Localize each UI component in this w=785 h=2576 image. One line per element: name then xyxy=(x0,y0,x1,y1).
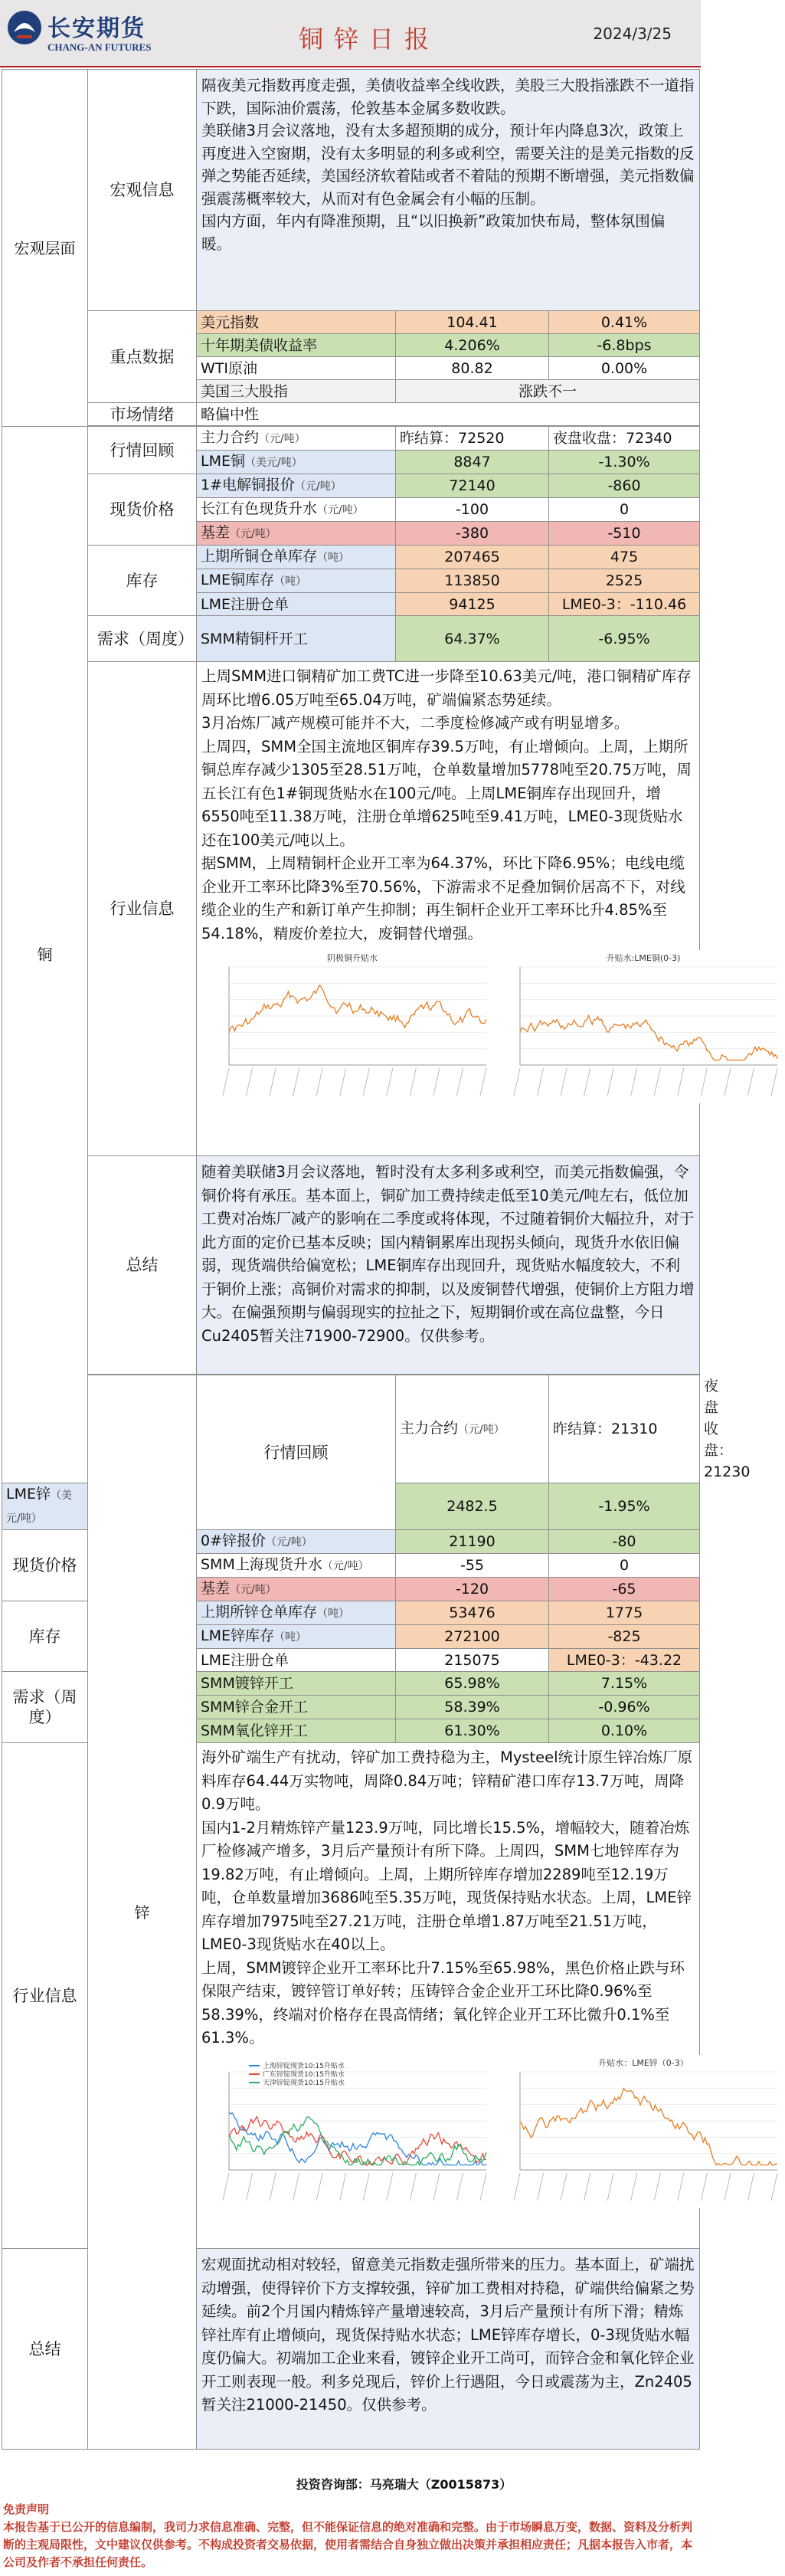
us-stocks-value: 涨跌不一 xyxy=(396,380,700,403)
cu-shfe-stock-change: 475 xyxy=(549,546,700,569)
zn-demand-label: 需求（周度） xyxy=(2,1672,88,1743)
cu-basis-unit: （元/吨） xyxy=(230,528,276,540)
zn-spot1-change: -80 xyxy=(549,1530,700,1554)
cu-main-name: 主力合约 xyxy=(201,429,260,446)
zn-lme-warrant-name: LME注册仓单 xyxy=(197,1649,396,1672)
chart-title: 升贴水:LME铜(0-3) xyxy=(606,953,681,963)
cu-shfe-stock-unit: （吨） xyxy=(317,552,350,564)
cu-basis-name: 基差 xyxy=(201,524,231,541)
section-zinc-label: 锌 xyxy=(88,1375,197,2450)
zn-basis-unit: （元/吨） xyxy=(230,1584,276,1596)
cu-lme-stock-unit: （吨） xyxy=(273,575,306,588)
report-table xyxy=(2,69,751,2450)
wti-name: WTI原油 xyxy=(197,357,396,380)
us-stocks-name: 美国三大股指 xyxy=(197,380,396,403)
cu-night-label: 夜盘收盘： xyxy=(553,430,626,447)
zn-spot1-value: 21190 xyxy=(396,1530,549,1554)
cu-spot2-name: 长江有色现货升水 xyxy=(201,500,318,517)
chart-legend-label: 广东锌锭现货10:15升贴水 xyxy=(263,2070,345,2079)
zn-demand3-name: SMM氧化锌开工 xyxy=(197,1719,396,1743)
cu-lme-stock-change: 2525 xyxy=(549,569,700,593)
report-header xyxy=(0,0,701,67)
zn-summary-label: 总结 xyxy=(2,2249,88,2450)
cu-stock-label: 库存 xyxy=(88,546,197,616)
zn-lme-stock-unit: （吨） xyxy=(273,1631,306,1644)
zn-shfe-stock-change: 1775 xyxy=(549,1601,700,1625)
disclaimer-title: 免责声明 xyxy=(3,2502,50,2516)
chart-background xyxy=(203,950,494,1103)
zn-spot2-unit: （元/吨） xyxy=(322,1560,369,1572)
dollar-index-value: 104.41 xyxy=(396,311,549,334)
chart-background xyxy=(494,2055,785,2208)
zn-shfe-stock-unit: （吨） xyxy=(317,1608,350,1620)
cu-charts xyxy=(201,946,695,1106)
chart-legend-label: 天津锌锭现货10:15升贴水 xyxy=(263,2079,345,2087)
cu-lme-warrant-change: LME0-3：-110.46 xyxy=(549,593,700,616)
us10y-value: 4.206% xyxy=(396,334,549,357)
cu-lme-warrant-value: 94125 xyxy=(396,593,549,616)
copper-review-label: 行情回顾 xyxy=(88,427,197,474)
dollar-index-change: 0.41% xyxy=(549,311,700,334)
cu-industry-label: 行业信息 xyxy=(88,662,197,1156)
zn-demand2-value: 58.39% xyxy=(396,1696,549,1719)
zn-settle-value: 21310 xyxy=(611,1421,658,1437)
lme-zn-value: 2482.5 xyxy=(396,1483,549,1530)
sentiment-label: 市场情绪 xyxy=(88,403,197,426)
chart-title: 升贴水：LME锌（0-3） xyxy=(598,2057,689,2068)
zn-basis-change: -65 xyxy=(549,1578,700,1601)
lme-zn-unit: （美元/吨） xyxy=(6,1490,72,1525)
zinc-review-label: 行情回顾 xyxy=(197,1375,396,1530)
section-macro-label: 宏观层面 xyxy=(2,70,88,427)
zn-lme-spread-chart xyxy=(494,2055,785,2208)
chang-an-logo-icon xyxy=(6,9,43,46)
logo-english-name: CHANG-AN FUTURES xyxy=(47,41,152,53)
cu-premium-chart xyxy=(203,950,494,1103)
zn-basis-value: -120 xyxy=(396,1578,549,1601)
zn-demand1-change: 7.15% xyxy=(549,1672,700,1696)
macro-info-text: 隔夜美元指数再度走强，美债收益率全线收跌，美股三大股指涨跌不一道指下跌，国际油价震荡，伦敦基本金属多数收跌。 美联储3月会议落地，没有太多超预期的成分，预计年内降息3次，政策上再度进入空窗期，没有太多明显的利多或利空，需要关注的是美元指数的反弹之势能否延续，美国经济软着陆或者不着陆的预期不断增强，美元指数偏强震荡概率较大，从而对有色金属会有小幅的压制。 国内方面，年内有降准预期，且“以旧换新”政策加快布局，整体氛围偏暖。 xyxy=(197,70,700,311)
zn-demand2-name: SMM锌合金开工 xyxy=(197,1696,396,1719)
cu-lme-spread-chart-svg xyxy=(494,950,785,1103)
zn-spot1-name: 0#锌报价 xyxy=(201,1532,267,1549)
zn-demand1-name: SMM镀锌开工 xyxy=(197,1672,396,1696)
zn-industry-label: 行业信息 xyxy=(2,1743,88,2249)
cu-summary-text: 随着美联储3月会议落地，暂时没有太多利多或利空，而美元指数偏强，令铜价将有承压。基本面上，铜矿加工费持续走低至10美元/吨左右，低位加工费对冶炼厂减产的影响在二季度或将体现，不过随着铜价大幅拉升，对于此方面的定价已基本反映；国内精铜累库出现拐头倾向，现货升水依旧偏弱，现货端供给偏宽松；LME铜库存出现回升，现货贴水幅度较大，不利于铜价上涨；高铜价对需求的抑制，以及废铜替代增强，使铜价上方阻力增大。在偏强预期与偏弱现实的拉扯之下，短期铜价或在高位盘整，今日Cu2405暂关注71900-72900。仅供参考。 xyxy=(197,1156,700,1375)
zn-industry-cell xyxy=(197,1743,700,2249)
lme-cu-change: -1.30% xyxy=(549,451,700,474)
zn-lme-stock-value: 272100 xyxy=(396,1625,549,1649)
author-line: 投资咨询部：马亮瑞大（Z0015873） xyxy=(296,2477,512,2492)
disclaimer-body: 本报告基于已公开的信息编制，我司力求信息准确、完整，但不能保证信息的绝对准确和完整。由于市场瞬息万变，数据、资料及分析判断的主观局限性，文中建议仅供参考。不构成投资者交易依据，使用者需结合自身独立做出决策并承担相应责任；凡据本报告入市者，本公司及作者不承担任何责任。 xyxy=(3,2520,693,2569)
cu-industry-text: 上周SMM进口铜精矿加工费TC进一步降至10.63美元/吨，港口铜精矿库存周环比增6.05万吨至65.04万吨，矿端偏紧态势延续。 3月冶炼厂减产规模可能并不大，二季度检修减产或有明显增多。 上周四，SMM全国主流地区铜库存39.5万吨，有止增倾向。上周，上期所铜总库存减少1305至28.51万吨，仓单数量增加5778吨至20.75万吨，周五长江有色1#铜现货贴水在100元/吨。上周LME铜库存出现回升，增6550吨至11.38万吨，注册仓单增625吨至9.41万吨，LME0-3现货贴水还在100美元/吨以上。 据SMM，上周精铜杆企业开工率为64.37%，环比下降6.95%；电线电缆企业开工率环比降3%至70.56%，下游需求不足叠加铜价居高不下，对线缆企业的生产和新订单产生抑制；再生铜杆企业开工率环比升4.85%至54.18%，精废价差拉大，废铜替代增强。 xyxy=(201,667,692,942)
cu-lme-stock-name: LME铜库存 xyxy=(201,572,274,588)
us10y-name: 十年期美债收益率 xyxy=(197,334,396,357)
zn-shfe-stock-name: 上期所锌仓单库存 xyxy=(201,1604,318,1621)
cu-settle-value: 72520 xyxy=(458,430,505,447)
report-title: 铜锌日报 xyxy=(299,25,440,54)
cu-shfe-stock-value: 207465 xyxy=(396,546,549,569)
zn-lme-spread-chart-svg xyxy=(494,2055,785,2208)
zn-industry-text: 海外矿端生产有扰动，锌矿加工费持稳为主，Mysteel统计原生锌冶炼厂原料库存64.44万实物吨，周降0.84万吨；锌精矿港口库存13.7万吨，周降0.9万吨。 国内1-2月精炼锌产量123.9万吨，同比增长15.5%，增幅较大，随着冶炼厂检修减产增多，3月后产量预计有所下降。上周四，SMM七地锌库存为19.82万吨，有止增倾向。上周，上期所锌库存增加2289吨至12.19万吨，仓单数量增加3686吨至5.35万吨，现货保持贴水状态。上周，LME锌库存增加7975吨至27.21万吨，注册仓单增1.87万吨至21.51万吨，LME0-3现货贴水在40以上。 上周，SMM镀锌企业开工率环比升7.15%至65.98%，黑色价格止跌与环保限产结束，镀锌管订单好转；压铸锌合金企业开工环比降0.96%至58.39%，终端对价格存在畏高情绪；氧化锌企业开工环比微升0.1%至61.3%。 xyxy=(201,1748,693,2047)
zn-spot2-change: 0 xyxy=(549,1554,700,1578)
cu-spot2-value: -100 xyxy=(396,498,549,522)
lme-cu-unit: （美元/吨） xyxy=(244,457,303,469)
cu-lme-spread-chart xyxy=(494,950,785,1103)
cu-spot1-unit: （元/吨） xyxy=(295,480,342,493)
cu-smm-name: SMM精铜杆开工 xyxy=(197,616,396,662)
zn-demand3-value: 61.30% xyxy=(396,1719,549,1743)
cu-spot1-name: 1#电解铜报价 xyxy=(201,477,296,493)
zn-stock-label: 库存 xyxy=(2,1601,88,1672)
lme-zn-change: -1.95% xyxy=(549,1483,700,1530)
cu-demand-label: 需求（周度） xyxy=(88,616,197,662)
section-copper-label: 铜 xyxy=(2,427,88,1483)
zn-summary-text: 宏观面扰动相对较轻，留意美元指数走强所带来的压力。基本面上，矿端扰动增强，使得锌价下方支撑较强，锌矿加工费相对持稳，矿端供给偏紧之势延续。前2个月国内精炼锌产量增速较高，3月后产量预计有所下滑；精炼锌社库有止增倾向，现货保持贴水状态；LME锌库存增长，0-3现货贴水幅度仍偏大。初端加工企业来看，镀锌企业开工尚可，而锌合金和氧化锌企业开工则表现一般。利多兑现后，锌价上行遇阻，今日或震荡为主，Zn2405暂关注21000-21450。仅供参考。 xyxy=(197,2249,700,2450)
zn-premium-chart xyxy=(203,2055,494,2208)
zn-lme-stock-change: -825 xyxy=(549,1625,700,1649)
macro-info-label: 宏观信息 xyxy=(88,70,197,311)
cu-premium-chart-svg xyxy=(203,950,494,1103)
zn-spot-label: 现货价格 xyxy=(2,1530,88,1601)
chart-legend-label: 上海锌锭现货10:15升贴水 xyxy=(263,2062,345,2070)
brand-logo xyxy=(6,8,159,61)
zn-night-value: 21230 xyxy=(704,1463,751,1480)
lme-zn-name: LME锌 xyxy=(6,1486,51,1503)
cu-basis-value: -380 xyxy=(396,522,549,546)
zn-demand2-change: -0.96% xyxy=(549,1696,700,1719)
dollar-index-name: 美元指数 xyxy=(197,311,396,334)
cu-spot1-change: -860 xyxy=(549,474,700,498)
cu-spot-label: 现货价格 xyxy=(88,474,197,546)
cu-smm-value: 64.37% xyxy=(396,616,549,662)
zn-spot2-name: SMM上海现货升水 xyxy=(201,1556,322,1573)
wti-change: 0.00% xyxy=(549,357,700,380)
chart-background xyxy=(494,950,785,1103)
zn-basis-name: 基差 xyxy=(201,1580,231,1597)
cu-main-unit: （元/吨） xyxy=(259,433,306,445)
cu-spot2-change: 0 xyxy=(549,498,700,522)
zn-lme-warrant-value: 215075 xyxy=(396,1649,549,1672)
lme-cu-value: 8847 xyxy=(396,451,549,474)
zn-lme-stock-name: LME锌库存 xyxy=(201,1627,274,1644)
zn-spot1-unit: （元/吨） xyxy=(266,1536,312,1549)
zn-demand1-value: 65.98% xyxy=(396,1672,549,1696)
disclaimer xyxy=(3,2501,698,2571)
zn-premium-chart-svg xyxy=(203,2055,494,2208)
cu-summary-label: 总结 xyxy=(88,1156,197,1375)
report-date: 2024/3/25 xyxy=(593,25,672,43)
zn-main-name: 主力合约 xyxy=(400,1420,459,1437)
zn-demand3-change: 0.10% xyxy=(549,1719,700,1743)
zn-lme-warrant-change: LME0-3：-43.22 xyxy=(549,1649,700,1672)
zn-settle-label: 昨结算： xyxy=(553,1421,612,1437)
cu-basis-change: -510 xyxy=(549,522,700,546)
macro-data-label: 重点数据 xyxy=(88,311,197,403)
sentiment-value: 略偏中性 xyxy=(197,403,700,426)
zn-charts xyxy=(201,2050,695,2211)
cu-settle-label: 昨结算： xyxy=(400,430,459,447)
zn-night-label: 夜盘收盘： xyxy=(704,1378,734,1459)
zn-main-unit: （元/吨） xyxy=(458,1424,505,1436)
cu-industry-cell xyxy=(197,662,700,1156)
logo-chinese-name: 长安期货 xyxy=(47,15,146,42)
cu-shfe-stock-name: 上期所铜仓单库存 xyxy=(201,548,318,565)
lme-cu-name: LME铜 xyxy=(201,453,245,470)
cu-night-value: 72340 xyxy=(626,430,672,447)
cu-spot2-unit: （元/吨） xyxy=(317,504,364,516)
zn-shfe-stock-value: 53476 xyxy=(396,1601,549,1625)
cu-lme-warrant-name: LME注册仓单 xyxy=(197,593,396,616)
zn-spot2-value: -55 xyxy=(396,1554,549,1578)
cu-spot1-value: 72140 xyxy=(396,474,549,498)
cu-smm-change: -6.95% xyxy=(549,616,700,662)
wti-value: 80.82 xyxy=(396,357,549,380)
us10y-change: -6.8bps xyxy=(549,334,700,357)
chart-title: 阴极铜升贴水 xyxy=(327,953,378,963)
cu-lme-stock-value: 113850 xyxy=(396,569,549,593)
